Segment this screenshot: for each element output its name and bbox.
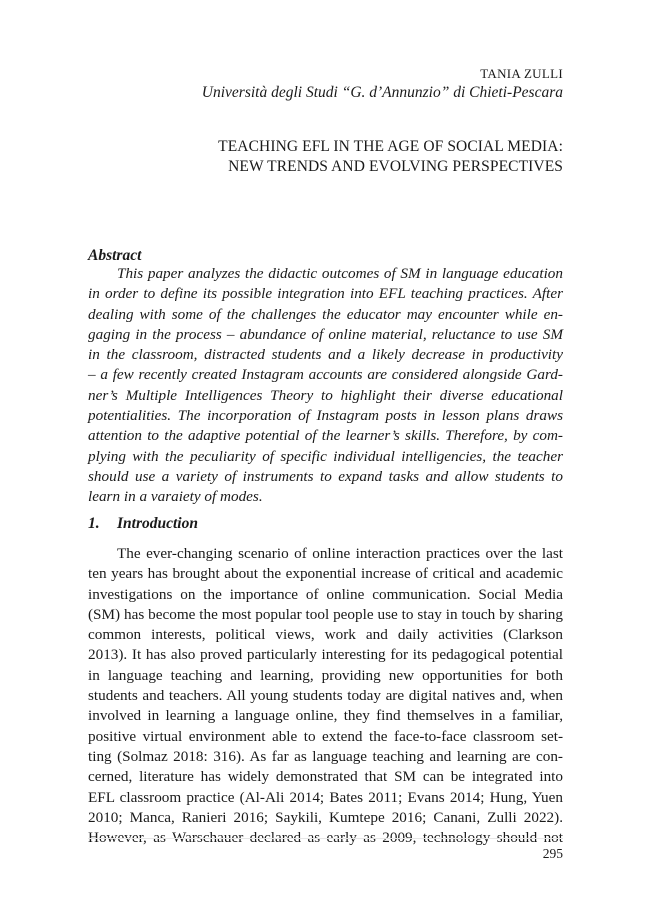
body-line: cerned, literature has widely demonstrated that SM can be integrated into [88,768,563,786]
introduction-paragraph [88,544,563,848]
abstract-line: – a few recently created Instagram accounts are considered alongside Gard- [88,366,563,384]
author-name: TANIA ZULLI [480,66,563,81]
body-line: positive virtual environment able to extend the face-to-face classroom set- [88,727,563,745]
author-affiliation: Università degli Studi “G. d’Annunzio” di Chieti-Pescara [201,84,563,101]
abstract-line: gaging in the process – abundance of online material, reluctance to use SM [88,325,563,343]
body-line: students and teachers. All young students today are digital natives and, when [88,687,563,705]
body-line: ten years has brought about the exponential increase of critical and academic [88,565,563,583]
section-number: 1. [88,515,100,532]
abstract-line: in order to define its possible integration into EFL teaching practices. After [88,285,563,303]
body-line: 2013). It has also proved particularly interesting for its pedagogical potential [88,646,563,664]
body-line: investigations on the importance of online communication. Social Media [88,585,563,603]
abstract-heading: Abstract [88,247,142,264]
abstract-line: dealing with some of the challenges the educator may encounter while en- [88,305,563,323]
abstract-line: attention to the adaptive potential of the learner’s skills. Therefore, by com- [88,427,563,445]
title-line-2: NEW TRENDS AND EVOLVING PERSPECTIVES [228,158,563,175]
body-line: ting (Solmaz 2018: 316). As far as language teaching and learning are con- [88,747,563,765]
body-line: EFL classroom practice (Al-Ali 2014; Bates 2011; Evans 2014; Hung, Yuen [88,788,563,806]
body-line: However, as Warschauer declared as early as 2009, technology should not [88,829,563,847]
abstract-paragraph [88,264,563,508]
abstract-line: in the classroom, distracted students and a likely decrease in productivity [88,346,563,364]
section-heading [88,515,198,533]
page-number: 295 [542,846,563,861]
body-line: common interests, political views, work and daily activities (Clarkson [88,626,563,644]
abstract-line: ner’s Multiple Intelligences Theory to highlight their diverse educational [88,386,563,404]
footer-divider [88,838,563,839]
title-line-1: TEACHING EFL IN THE AGE OF SOCIAL MEDIA: [218,138,563,155]
body-line: The ever-changing scenario of online interaction practices over the last [117,545,563,562]
body-line: involved in learning a language online, they find themselves in a familiar, [88,707,563,725]
abstract-line: potentialities. The incorporation of Instagram posts in lesson plans draws [88,407,563,425]
abstract-line: should use a variety of instruments to expand tasks and allow students to [88,467,563,485]
body-line: in language teaching and learning, providing new opportunities for both [88,666,563,684]
section-title: Introduction [117,515,198,532]
paper-title [218,137,563,177]
abstract-line: This paper analyzes the didactic outcomes of SM in language education [117,265,563,282]
body-line: 2010; Manca, Ranieri 2016; Saykili, Kumtepe 2016; Canani, Zulli 2022). [88,808,563,826]
abstract-line: plying with the peculiarity of specific individual intelligencies, the teacher [88,447,563,465]
body-line: (SM) has become the most popular tool people use to stay in touch by sharing [88,605,563,623]
abstract-line: learn in a varaiety of modes. [88,488,263,506]
